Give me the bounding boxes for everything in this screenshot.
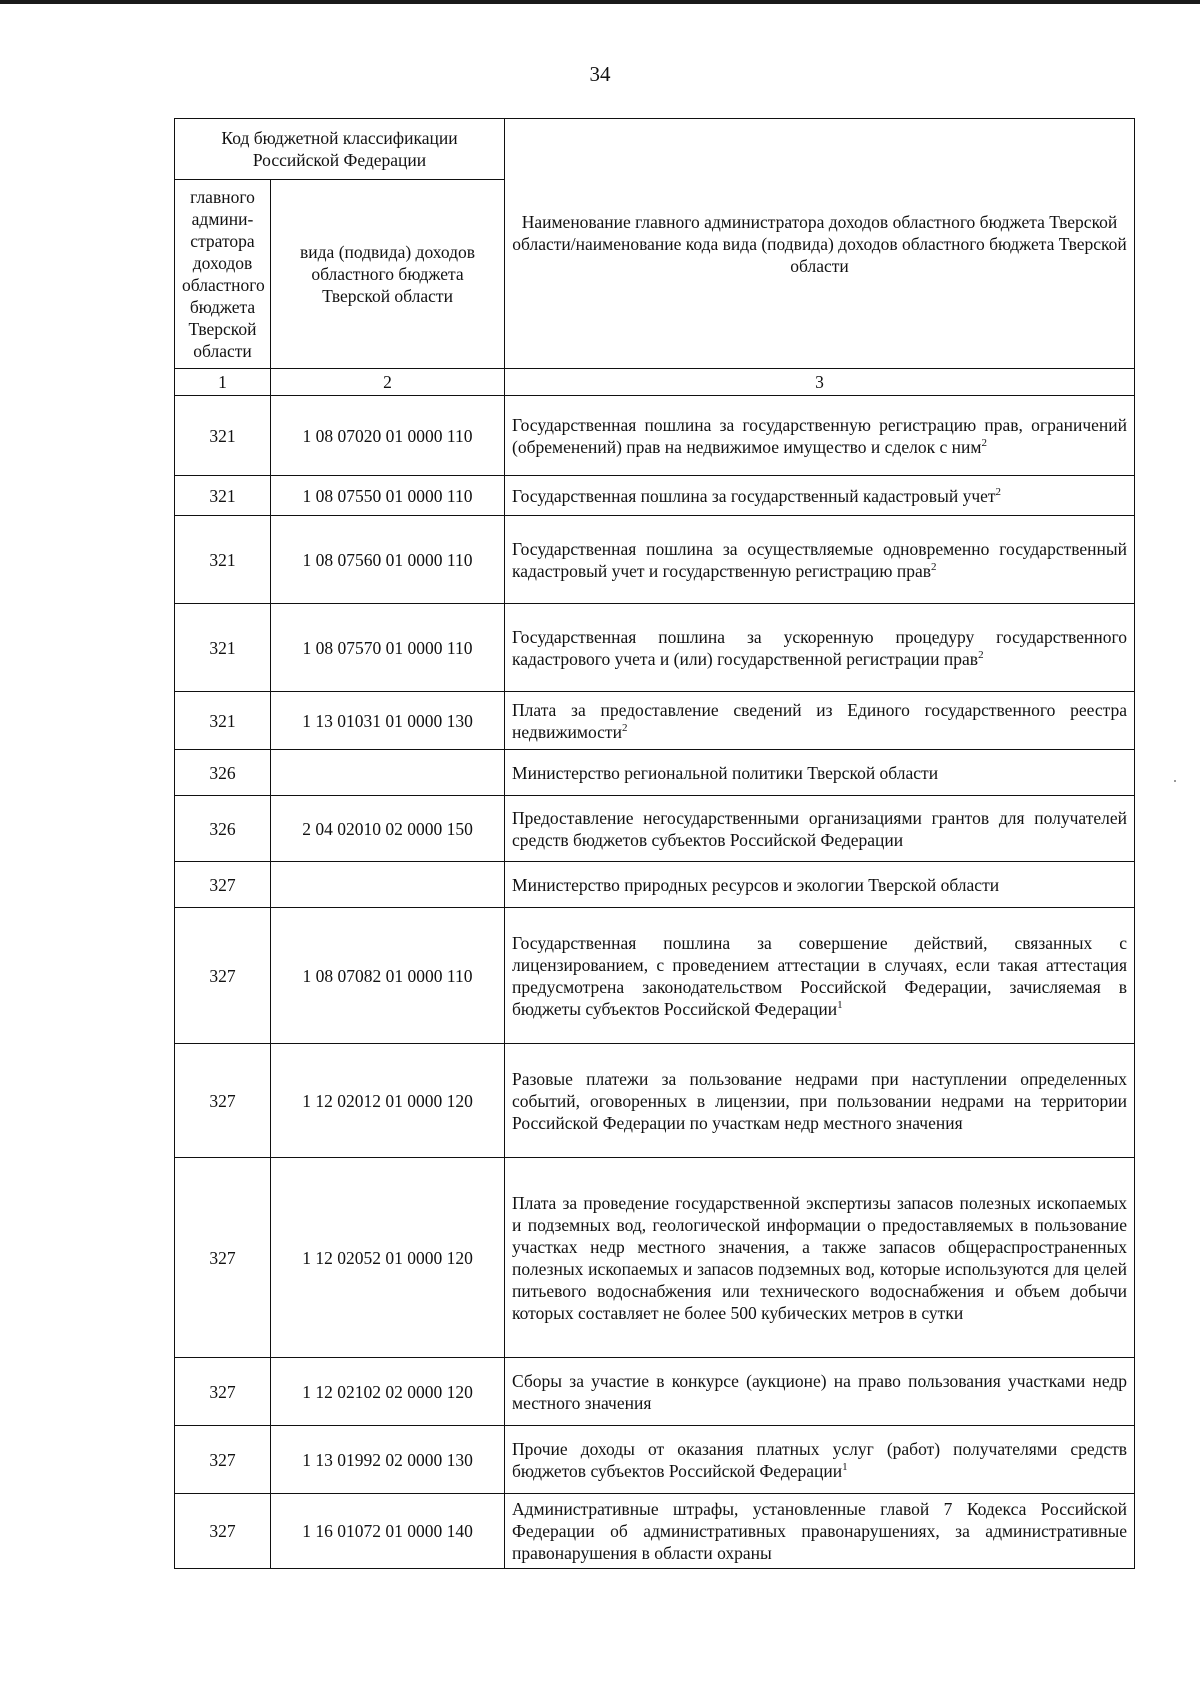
income-name-text: Государственная пошлина за осуществляемые одновременно государственный кадастровый учет и государственную регистрацию прав xyxy=(512,538,1128,581)
table-row xyxy=(175,1426,1135,1494)
admin-code-cell: 326 xyxy=(175,796,271,862)
table-row xyxy=(175,1044,1135,1158)
income-name-cell xyxy=(505,862,1135,908)
income-name-cell xyxy=(505,396,1135,476)
footnote-marker: 2 xyxy=(978,648,984,661)
admin-code-cell: 321 xyxy=(175,692,271,750)
income-name-cell xyxy=(505,1494,1135,1569)
income-code-cell: 1 08 07020 01 0000 110 xyxy=(271,396,505,476)
admin-code-cell: 326 xyxy=(175,750,271,796)
income-name-cell xyxy=(505,796,1135,862)
income-name-text: Сборы за участие в конкурсе (аукционе) на право пользования участками недр местного значения xyxy=(512,1370,1128,1413)
admin-code-cell: 327 xyxy=(175,1158,271,1358)
table-row xyxy=(175,750,1135,796)
table-row xyxy=(175,862,1135,908)
income-name-text: Министерство региональной политики Тверской области xyxy=(512,762,939,783)
income-name-cell xyxy=(505,908,1135,1044)
page-number: 34 xyxy=(589,62,611,86)
income-name-cell xyxy=(505,1044,1135,1158)
admin-code-cell: 327 xyxy=(175,1358,271,1426)
income-name-cell xyxy=(505,516,1135,604)
header-col2-title: вида (подвида) доходов областного бюджета Тверской области xyxy=(271,180,505,369)
income-code-cell: 1 16 01072 01 0000 140 xyxy=(271,1494,505,1569)
income-name-text: Государственная пошлина за совершение действий, связанных с лицензированием, с проведением аттестации в случаях, если такая аттестация предусмотрена законодательством Российской Федерации, зачисляемая в бюджеты субъектов Российской Федерации xyxy=(512,932,1128,1019)
income-code-cell xyxy=(271,862,505,908)
income-name-text: Разовые платежи за пользование недрами при наступлении определенных событий, оговоренных в лицензии, при пользовании недрами на территории Российской Федерации по участкам недр местного значения xyxy=(512,1068,1128,1133)
income-name-cell xyxy=(505,476,1135,516)
income-name-text: Административные штрафы, установленные главой 7 Кодекса Российской Федерации об административных правонарушениях, за административные правонарушения в области охраны xyxy=(512,1499,1128,1563)
column-number-2: 2 xyxy=(271,369,505,396)
column-numbers-row xyxy=(175,369,1135,396)
admin-code-cell: 327 xyxy=(175,862,271,908)
admin-code-cell: 327 xyxy=(175,1494,271,1569)
header-col3-title: Наименование главного администратора доходов областного бюджета Тверской области/наименование кода вида (подвида) доходов областного бюджета Тверской области xyxy=(505,119,1135,369)
column-number-1: 1 xyxy=(175,369,271,396)
admin-code-cell: 327 xyxy=(175,908,271,1044)
footnote-marker: 1 xyxy=(842,1460,848,1473)
income-name-text: Предоставление негосударственными организациями грантов для получателей средств бюджетов субъектов Российской Федерации xyxy=(512,807,1128,850)
table-row xyxy=(175,796,1135,862)
income-code-cell: 1 13 01992 02 0000 130 xyxy=(271,1426,505,1494)
income-code-cell: 1 08 07560 01 0000 110 xyxy=(271,516,505,604)
income-name-cell xyxy=(505,1158,1135,1358)
income-code-cell xyxy=(271,750,505,796)
income-name-cell xyxy=(505,1358,1135,1426)
table-row xyxy=(175,516,1135,604)
income-name-text: Государственная пошлина за государственный кадастровый учет xyxy=(512,485,996,506)
income-name-cell xyxy=(505,750,1135,796)
table-row xyxy=(175,692,1135,750)
table-row xyxy=(175,908,1135,1044)
admin-code-cell: 321 xyxy=(175,516,271,604)
admin-code-cell: 321 xyxy=(175,396,271,476)
income-name-cell xyxy=(505,1426,1135,1494)
footnote-marker: 1 xyxy=(837,998,843,1011)
footnote-marker: 2 xyxy=(981,436,987,449)
header-col1-title: главного админи-стратора доходов областного бюджета Тверской области xyxy=(175,180,271,369)
income-name-text: Министерство природных ресурсов и экологии Тверской области xyxy=(512,874,1000,895)
income-name-text: Плата за предоставление сведений из Единого государственного реестра недвижимости xyxy=(512,699,1128,742)
table-row xyxy=(175,476,1135,516)
scan-speck xyxy=(1174,780,1176,782)
income-code-cell: 1 12 02012 01 0000 120 xyxy=(271,1044,505,1158)
header-group-title: Код бюджетной классификации Российской Федерации xyxy=(175,119,505,180)
income-code-cell: 1 13 01031 01 0000 130 xyxy=(271,692,505,750)
footnote-marker: 2 xyxy=(621,721,628,734)
income-name-text: Государственная пошлина за ускоренную процедуру государственного кадастрового учета и (или) государственной регистрации прав xyxy=(512,626,1128,669)
income-code-cell: 2 04 02010 02 0000 150 xyxy=(271,796,505,862)
table-row xyxy=(175,1494,1135,1569)
table-row xyxy=(175,1358,1135,1426)
admin-code-cell: 327 xyxy=(175,1044,271,1158)
table-row xyxy=(175,396,1135,476)
income-name-text: Прочие доходы от оказания платных услуг (работ) получателями средств бюджетов субъектов Российской Федерации xyxy=(512,1438,1128,1481)
table-row xyxy=(175,1158,1135,1358)
admin-code-cell: 327 xyxy=(175,1426,271,1494)
income-name-cell xyxy=(505,604,1135,692)
table-row xyxy=(175,604,1135,692)
budget-classification-table xyxy=(174,118,1135,1569)
income-name-text: Плата за проведение государственной экспертизы запасов полезных ископаемых и подземных вод, геологической информации о предоставляемых в пользование участках недр местного значения, а также запасов общераспространенных полезных ископаемых и запасов подземных вод, которые используются для целей питьевого водоснабжения или технического водоснабжения и объем добычи которых составляет не более 500 кубических метров в сутки xyxy=(512,1192,1128,1323)
admin-code-cell: 321 xyxy=(175,476,271,516)
income-code-cell: 1 08 07082 01 0000 110 xyxy=(271,908,505,1044)
admin-code-cell: 321 xyxy=(175,604,271,692)
income-name-text: Государственная пошлина за государственную регистрацию прав, ограничений (обременений) прав на недвижимое имущество и сделок с ним xyxy=(512,414,1128,457)
footnote-marker: 2 xyxy=(931,560,937,573)
income-code-cell: 1 08 07550 01 0000 110 xyxy=(271,476,505,516)
header-row-group xyxy=(175,119,1135,180)
scan-top-edge xyxy=(0,0,1200,4)
income-code-cell: 1 12 02052 01 0000 120 xyxy=(271,1158,505,1358)
income-code-cell: 1 12 02102 02 0000 120 xyxy=(271,1358,505,1426)
income-name-cell xyxy=(505,692,1135,750)
footnote-marker: 2 xyxy=(995,485,1002,498)
column-number-3: 3 xyxy=(505,369,1135,396)
income-code-cell: 1 08 07570 01 0000 110 xyxy=(271,604,505,692)
